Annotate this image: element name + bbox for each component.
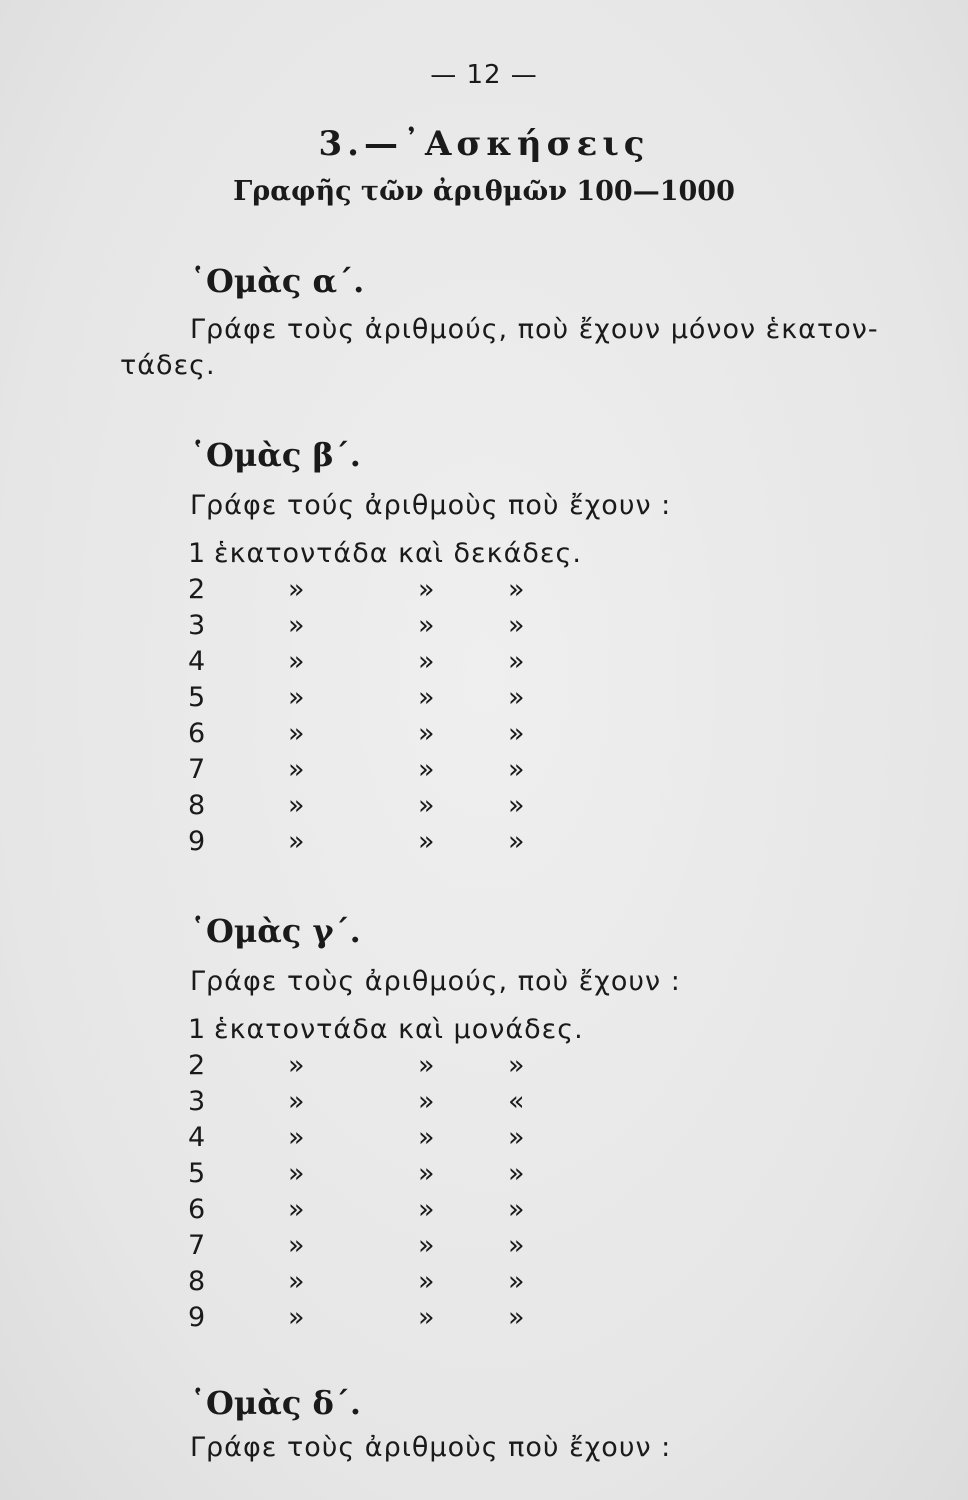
ditto-mark: » — [418, 1302, 436, 1333]
ditto-mark: » — [288, 574, 306, 605]
row-number: 9 — [188, 1302, 207, 1333]
ditto-mark: » — [508, 574, 526, 605]
ditto-mark: » — [288, 718, 306, 749]
ditto-mark: » — [288, 1122, 306, 1153]
group-alpha-heading: ῾Ομὰς α΄. — [190, 262, 365, 300]
ditto-mark: » — [418, 1122, 436, 1153]
ditto-mark: » — [508, 790, 526, 821]
ditto-mark: » — [508, 682, 526, 713]
ditto-mark: » — [418, 1194, 436, 1225]
ditto-mark: » — [418, 610, 436, 641]
ditto-mark: » — [418, 646, 436, 677]
ditto-mark: » — [508, 754, 526, 785]
ditto-mark: » — [288, 1302, 306, 1333]
group-alpha-instruction-continued: τάδες. — [120, 350, 216, 381]
group-delta-instruction: Γράφε τοὺς ἀριθμοὺς ποὺ ἔχουν : — [190, 1432, 672, 1463]
ditto-mark: » — [508, 1122, 526, 1153]
row-number: 6 — [188, 1194, 207, 1225]
group-gamma-heading: ῾Ομὰς γ΄. — [190, 912, 361, 950]
ditto-mark: » — [288, 610, 306, 641]
ditto-mark: » — [508, 1194, 526, 1225]
row-number: 8 — [188, 790, 207, 821]
row-number: 3 — [188, 610, 207, 641]
ditto-mark: » — [418, 1230, 436, 1261]
ditto-mark: » — [288, 1194, 306, 1225]
ditto-mark: » — [288, 826, 306, 857]
ditto-mark: » — [288, 754, 306, 785]
row-number: 7 — [188, 754, 207, 785]
group-beta-heading: ῾Ομὰς β΄. — [190, 436, 361, 474]
page-number: — 12 — — [430, 60, 538, 90]
ditto-mark: « — [508, 1086, 526, 1117]
row-number: 5 — [188, 1158, 207, 1189]
ditto-mark: » — [288, 1230, 306, 1261]
ditto-mark: » — [418, 1158, 436, 1189]
row-number: 4 — [188, 646, 207, 677]
ditto-mark: » — [288, 790, 306, 821]
row-number: 8 — [188, 1266, 207, 1297]
group-delta-heading: ῾Ομὰς δ΄. — [190, 1384, 362, 1422]
row-number: 7 — [188, 1230, 207, 1261]
row-number: 1 — [188, 538, 207, 569]
ditto-mark: » — [288, 646, 306, 677]
ditto-mark: » — [508, 718, 526, 749]
ditto-mark: » — [508, 1266, 526, 1297]
group-alpha-instruction: Γράφε τοὺς ἀριθμούς, ποὺ ἔχουν μόνον ἑκατον- — [190, 314, 879, 345]
ditto-mark: » — [288, 682, 306, 713]
ditto-mark: » — [418, 754, 436, 785]
group-beta-instruction: Γράφε τούς ἀριθμοὺς ποὺ ἔχουν : — [190, 490, 672, 521]
row-number: 6 — [188, 718, 207, 749]
ditto-mark: » — [418, 682, 436, 713]
section-title: 3.—᾿Ασκήσεις — [318, 124, 650, 164]
row-number: 2 — [188, 1050, 207, 1081]
row-text: ἑκατοντάδα καὶ μονάδες. — [214, 1014, 584, 1045]
ditto-mark: » — [288, 1266, 306, 1297]
ditto-mark: » — [418, 1086, 436, 1117]
ditto-mark: » — [508, 1158, 526, 1189]
ditto-mark: » — [288, 1050, 306, 1081]
row-number: 1 — [188, 1014, 207, 1045]
ditto-mark: » — [418, 826, 436, 857]
ditto-mark: » — [418, 1266, 436, 1297]
row-number: 2 — [188, 574, 207, 605]
ditto-mark: » — [508, 610, 526, 641]
ditto-mark: » — [508, 1230, 526, 1261]
section-subtitle: Γραφῆς τῶν ἀριθμῶν 100—1000 — [233, 176, 735, 207]
row-number: 5 — [188, 682, 207, 713]
ditto-mark: » — [418, 718, 436, 749]
ditto-mark: » — [508, 1050, 526, 1081]
ditto-mark: » — [508, 826, 526, 857]
ditto-mark: » — [418, 790, 436, 821]
ditto-mark: » — [288, 1086, 306, 1117]
ditto-mark: » — [508, 646, 526, 677]
ditto-mark: » — [418, 574, 436, 605]
ditto-mark: » — [418, 1050, 436, 1081]
row-number: 9 — [188, 826, 207, 857]
group-gamma-instruction: Γράφε τοὺς ἀριθμούς, ποὺ ἔχουν : — [190, 966, 681, 997]
ditto-mark: » — [288, 1158, 306, 1189]
row-number: 4 — [188, 1122, 207, 1153]
ditto-mark: » — [508, 1302, 526, 1333]
row-number: 3 — [188, 1086, 207, 1117]
row-text: ἑκατοντάδα καὶ δεκάδες. — [214, 538, 582, 569]
